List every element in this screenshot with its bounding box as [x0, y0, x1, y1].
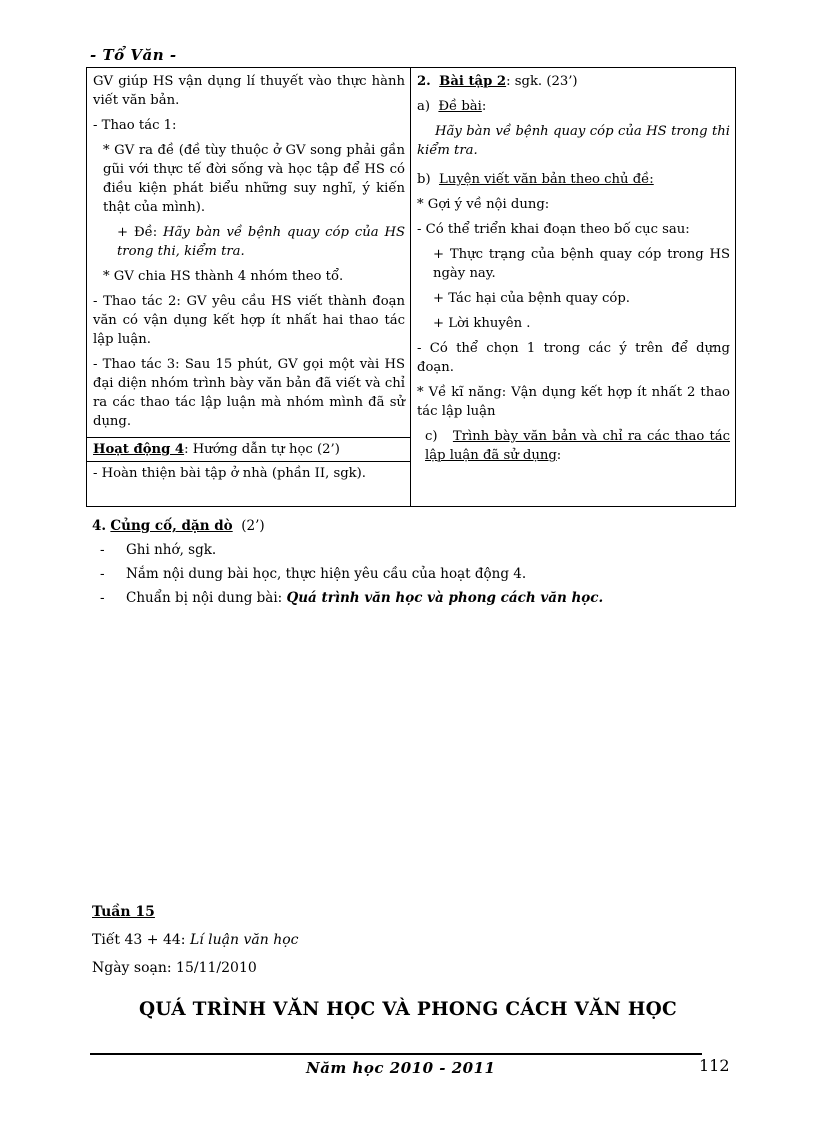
activity-4-row: [87, 437, 410, 459]
left-paragraph: - Thao tác 1:: [93, 118, 177, 133]
item-a: [417, 97, 730, 116]
item-b-text: Luyện viết văn bản theo chủ đề:: [438, 172, 654, 187]
item-b: [417, 170, 730, 189]
lesson-table: [86, 67, 736, 507]
choice-hint: - Có thể chọn 1 trong các ý trên để dựng đoạn.: [417, 341, 730, 375]
outline-point: + Tác hại của bệnh quay cóp.: [433, 291, 630, 306]
homework-row: [87, 461, 410, 483]
lesson-title: QUÁ TRÌNH VĂN HỌC VÀ PHONG CÁCH VĂN HỌC: [138, 999, 678, 1020]
prepare-date: Ngày soạn: 15/11/2010: [92, 960, 257, 976]
list-item: - Nắm nội dung bài học, thực hiện yêu cầu của hoạt động 4.: [100, 566, 527, 582]
footer-divider: [90, 1053, 702, 1055]
lesson-info: [92, 898, 298, 982]
section-4: [92, 514, 732, 610]
list-item: - Ghi nhớ, sgk.: [100, 542, 217, 558]
layout-hint: - Có thể triển khai đoạn theo bố cục sau:: [417, 222, 690, 237]
exercise-number: 2.: [417, 74, 431, 89]
homework-text: - Hoàn thiện bài tập ở nhà (phần II, sgk).: [93, 466, 367, 481]
week-label: Tuần 15: [92, 904, 155, 920]
lesson-prefix: Tiết 43 + 44:: [92, 932, 190, 948]
topic-text: Hãy bàn về bệnh quay cóp của HS trong thi, kiểm tra.: [117, 225, 405, 259]
item-c-colon: :: [556, 448, 562, 463]
left-paragraph: GV giúp HS vận dụng lí thuyết vào thực hành viết văn bản.: [93, 74, 405, 108]
list-item: - Chuẩn bị nội dung bài: Quá trình văn học và phong cách văn học.: [100, 590, 604, 606]
topic-prefix: + Đề:: [117, 225, 164, 240]
content-column: [411, 68, 735, 506]
section-4-heading: [92, 514, 732, 538]
item-c-text: Trình bày văn bản và chỉ ra các thao tác lập luận đã sử dụng: [425, 429, 731, 463]
activity-4-text: : Hướng dẫn tự học (2’): [184, 442, 340, 457]
exercise-topic: Hãy bàn về bệnh quay cóp của HS trong thi kiểm tra.: [417, 124, 730, 158]
section-4-number: 4.: [92, 518, 107, 534]
item-a-label: a): [417, 99, 431, 114]
exercise-rest: : sgk. (23’): [506, 74, 578, 89]
page-header: - Tổ Văn -: [90, 46, 177, 64]
list-item-text: Nắm nội dung bài học, thực hiện yêu cầu của hoạt động 4.: [126, 566, 527, 582]
activity-4-heading: [93, 440, 405, 459]
list-item-text: Chuẩn bị nội dung bài:: [126, 590, 287, 606]
outline-point: + Thực trạng của bệnh quay cóp trong HS ngày nay.: [433, 247, 730, 281]
skill-hint: * Về kĩ năng: Vận dụng kết hợp ít nhất 2 thao tác lập luận: [417, 385, 730, 419]
item-c: [417, 427, 730, 465]
item-c-label: c): [425, 429, 438, 444]
exercise-heading: [417, 72, 730, 91]
left-paragraph: * GV ra đề (đề tùy thuộc ở GV song phải gần gũi với thực tế đời sống và học tập để HS có điều kiện phát biểu những suy nghĩ, ý kiến thật của mình).: [103, 143, 405, 215]
teacher-activity-column: [87, 68, 411, 506]
page-number: 112: [699, 1056, 730, 1075]
left-paragraph: - Thao tác 2: GV yêu cầu HS viết thành đoạn văn có vận dụng kết hợp ít nhất hai thao tác lập luận.: [93, 294, 405, 347]
left-paragraph: [93, 223, 405, 261]
list-item-text: Ghi nhớ, sgk.: [126, 542, 217, 558]
item-b-label: b): [417, 172, 431, 187]
footer-school-year: Năm học 2010 - 2011: [306, 1059, 496, 1077]
section-4-label: Củng cố, dặn dò: [110, 518, 233, 534]
exercise-label: Bài tập 2: [439, 74, 507, 89]
content-hint: * Gợi ý về nội dung:: [417, 197, 550, 212]
item-a-text: Đề bài: [438, 99, 482, 114]
lesson-subject: Lí luận văn học: [189, 932, 299, 948]
left-paragraph: - Thao tác 3: Sau 15 phút, GV gọi một vài HS đại diện nhóm trình bày văn bản đã viết và chỉ ra các thao tác lập luận mà nhóm mình đã sử dụng.: [93, 357, 405, 429]
outline-point: + Lời khuyên .: [433, 316, 531, 331]
activity-4-label: Hoạt động 4: [93, 442, 185, 457]
next-lesson-title: Quá trình văn học và phong cách văn học.: [286, 590, 604, 606]
item-a-colon: :: [481, 99, 487, 114]
section-4-time: (2’): [241, 518, 265, 534]
left-paragraph: * GV chia HS thành 4 nhóm theo tổ.: [103, 269, 344, 284]
lesson-line: [92, 926, 298, 954]
